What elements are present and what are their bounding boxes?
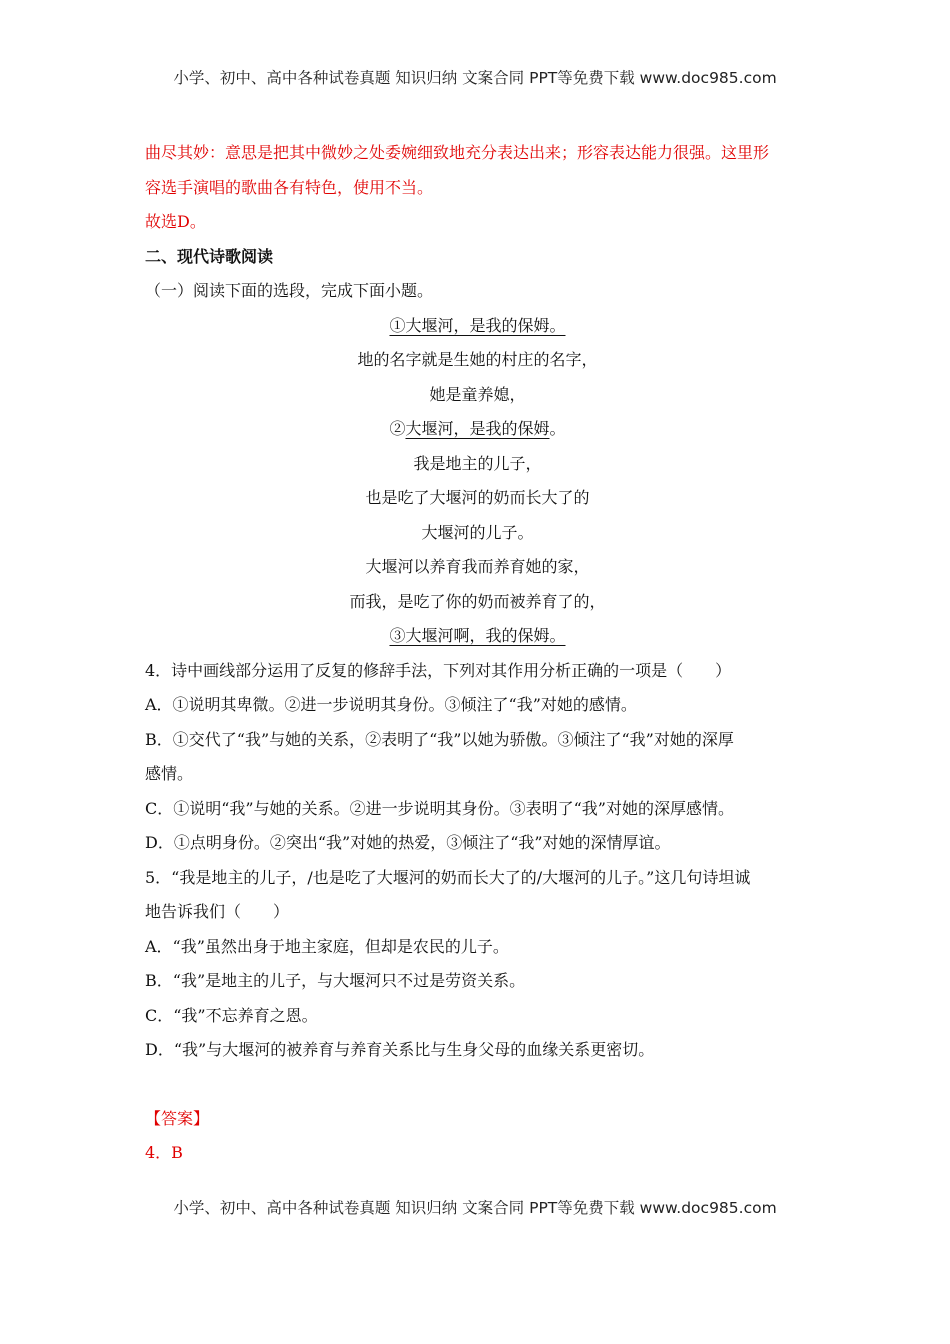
poem-line: 我是地主的儿子， [413, 453, 542, 473]
question-stem: 4．诗中画线部分运用了反复的修辞手法，下列对其作用分析正确的一项是（ ） [145, 660, 732, 680]
option-c: C．“我”不忘养育之恩。 [145, 1005, 318, 1025]
question-5 [145, 861, 810, 1068]
option-b: B．“我”是地主的儿子，与大堰河只不过是劳资关系。 [145, 971, 526, 990]
option-c: C．①说明“我”与她的关系。②进一步说明其身份。③表明了“我”对她的深厚感情。 [145, 798, 734, 818]
option-d: D．“我”与大堰河的被养育与养育关系比与生身父母的血缘关系更密切。 [145, 1040, 655, 1059]
poem-underlined-text: 大堰河，是我的保姆 [405, 419, 550, 438]
poem [145, 309, 810, 654]
option-b-continued: 感情。 [145, 764, 194, 783]
explanation-line: 曲尽其妙：意思是把其中微妙之处委婉细致地充分表达出来；形容表达能力很强。这里形 [145, 143, 770, 162]
poem-line: 地的名字就是生她的村庄的名字， [357, 350, 598, 369]
poem-line: 大堰河的儿子。 [421, 522, 534, 542]
question-stem-continued: 地告诉我们（ ） [145, 902, 290, 921]
poem-line [145, 619, 810, 654]
poem-underlined-text: ①大堰河，是我的保姆。 [389, 315, 566, 335]
option-a: A．①说明其卑微。②进一步说明其身份。③倾注了“我”对她的感情。 [145, 695, 637, 714]
poem-line [145, 309, 810, 344]
document-body [145, 136, 810, 1171]
poem-line [145, 412, 810, 447]
section-title: 二、现代诗歌阅读 [145, 246, 274, 266]
spacer [145, 1068, 810, 1102]
poem-line: 大堰河以养育我而养育她的家， [365, 557, 590, 576]
option-d: D．①点明身份。②突出“我”对她的热爱，③倾注了“我”对她的深情厚谊。 [145, 833, 671, 852]
answer-label: 【答案】 [145, 1108, 210, 1128]
poem-underlined-text: ③大堰河啊，我的保姆。 [389, 626, 566, 645]
poem-line: 而我，是吃了你的奶而被养育了的， [349, 591, 606, 611]
answer-q4: 4．B [145, 1143, 183, 1162]
question-stem: 5．“我是地主的儿子，/也是吃了大堰河的奶而长大了的/大堰河的儿子。”这几句诗坦诚 [145, 867, 751, 887]
option-a: A．“我”虽然出身于地主家庭，但却是农民的儿子。 [145, 936, 509, 956]
subsection-instruction: （一）阅读下面的选段，完成下面小题。 [145, 281, 434, 300]
page-footer: 小学、初中、高中各种试卷真题 知识归纳 文案合同 PPT等免费下载 www.doc985.com [173, 1199, 777, 1217]
question-4 [145, 654, 810, 861]
poem-line: 也是吃了大堰河的奶而长大了的 [365, 488, 590, 507]
poem-punctuation: 。 [549, 419, 566, 438]
explanation-line: 容选手演唱的歌曲各有特色，使用不当。 [145, 177, 434, 197]
explanation-conclusion: 故选D。 [145, 212, 206, 231]
poem-marker: ② [389, 419, 406, 438]
option-b: B．①交代了“我”与她的关系，②表明了“我”以她为骄傲。③倾注了“我”对她的深厚 [145, 729, 734, 749]
page-header: 小学、初中、高中各种试卷真题 知识归纳 文案合同 PPT等免费下载 www.doc985.com [173, 69, 777, 87]
poem-line: 她是童养媳， [429, 384, 526, 404]
